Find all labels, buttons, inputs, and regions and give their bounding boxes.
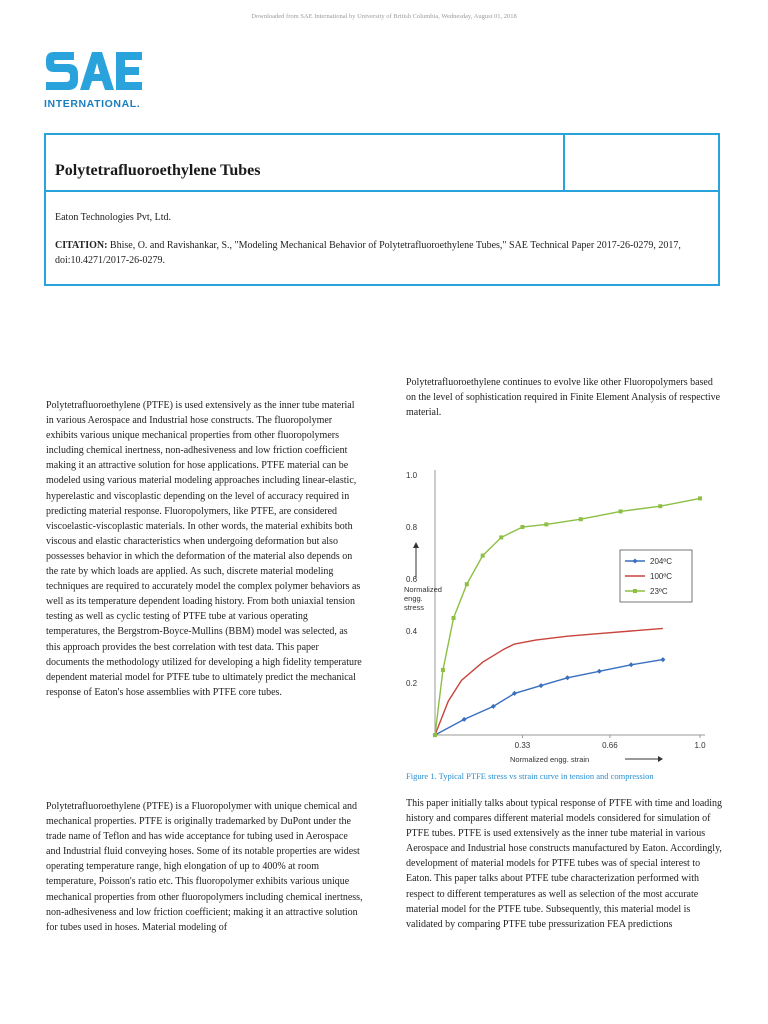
legend-marker-2 bbox=[633, 589, 637, 593]
series-line-2 bbox=[435, 498, 700, 735]
y-axis-arrowhead bbox=[413, 542, 419, 548]
y-tick-label: 0.2 bbox=[406, 679, 418, 688]
series-point-0 bbox=[629, 662, 634, 667]
download-note: Downloaded from SAE International by University of British Columbia, Wednesday, August 01, 2018 bbox=[251, 13, 517, 20]
paper-title: Polytetrafluoroethylene Tubes bbox=[55, 162, 261, 179]
series-point-2 bbox=[579, 517, 583, 521]
x-tick-label: 0.66 bbox=[602, 741, 618, 750]
y-tick-label: 0.6 bbox=[406, 575, 418, 584]
y-tick-label: 1.0 bbox=[406, 471, 418, 480]
sae-logo bbox=[44, 44, 144, 110]
x-tick-label: 0.33 bbox=[514, 741, 531, 750]
title-block bbox=[44, 133, 720, 286]
right-column-paragraph-2: This paper initially talks about typical response of PTFE with time and loading history and compares different material models considered for simulation of PTFE tubes. PTFE is used extensively as the inner tube material in various Aerospace and Industrial hose constructs manufactured by Eaton. Accordingly, development of material models for PTFE tubes was of special interest to Eaton. This paper talks about PTFE tube characterization performed with respect to different temperatures as well as selection of the most accurate material model for the PTFE tube. Subsequently, this material model is validated by comparing PTFE tube pressurization FEA predictions bbox=[406, 798, 723, 930]
x-axis-label: Normalized engg. strain bbox=[510, 755, 590, 764]
series-point-0 bbox=[660, 657, 665, 662]
legend-label-1: 100ºC bbox=[650, 572, 673, 581]
series-point-0 bbox=[597, 669, 602, 674]
legend-label-2: 23ºC bbox=[650, 587, 668, 596]
logo-subtitle: INTERNATIONAL. bbox=[44, 98, 141, 110]
figure-caption: Figure 1. Typical PTFE stress vs strain curve in tension and compression bbox=[406, 771, 654, 781]
citation-text: Bhise, O. and Ravishankar, S., "Modeling Mechanical Behavior of Polytetrafluoroethylene Tubes," SAE Technical Paper 2017-26-0279, 2017, doi:10.4271/2017-26-0279. bbox=[55, 240, 681, 266]
series-point-0 bbox=[462, 717, 467, 722]
series-line-1 bbox=[435, 628, 663, 735]
series-point-2 bbox=[452, 616, 456, 620]
title-divider-vertical bbox=[563, 135, 565, 190]
y-tick-label: 0.4 bbox=[406, 627, 418, 636]
author-affiliation: Eaton Technologies Pvt, Ltd. bbox=[55, 212, 172, 223]
sae-logo-mark bbox=[44, 44, 144, 96]
series-point-2 bbox=[465, 582, 469, 586]
citation-label: CITATION: bbox=[55, 240, 108, 251]
series-point-2 bbox=[544, 522, 548, 526]
series-point-2 bbox=[481, 554, 485, 558]
x-tick-label: 1.0 bbox=[694, 741, 706, 750]
citation bbox=[55, 238, 695, 268]
right-column-paragraph-1: Polytetrafluoroethylene continues to evolve like other Fluoropolymers based on the level of sophistication required in Finite Element Analysis of respective material. bbox=[406, 377, 721, 419]
series-point-2 bbox=[520, 525, 524, 529]
series-point-0 bbox=[565, 675, 570, 680]
figure-1-chart bbox=[400, 460, 730, 770]
introduction-paragraph: Polytetrafluoroethylene (PTFE) is a Fluoropolymer with unique chemical and mechanical properties. PTFE is originally trademarked by DuPont under the trade name of Teflon and has wide acceptance for tubing used in Aerospace and Industrial fluid conveying hoses. Some of its notable properties are widest operating temperature range, high elongation of up to 400% at room temperature, Poisson's ratio etc. This fluoropolymer exhibits various unique mechanical properties from other fluoropolymers including chemical inertness, non-adhesiveness and low friction coefficient; making it an attractive solution for tubes used in hoses. Material modeling of bbox=[46, 801, 363, 933]
y-tick-label: 0.8 bbox=[406, 523, 418, 532]
series-point-0 bbox=[539, 683, 544, 688]
series-point-2 bbox=[441, 668, 445, 672]
series-point-2 bbox=[658, 504, 662, 508]
series-point-2 bbox=[698, 496, 702, 500]
series-line-0 bbox=[435, 660, 663, 735]
abstract-paragraph: Polytetrafluoroethylene (PTFE) is used extensively as the inner tube material in various Aerospace and Industrial hose constructs. The fluoropolymer exhibits various unique mechanical properties from other fluoropolymers including chemical inertness, non-adhesiveness and low friction coefficient making it an attractive solution for hose applications. PTFE material can be modeled using various material modeling approaches including linear-elastic, hyperelastic and viscoplastic depending on the level of accuracy required in predicting material response. Fluoropolymers, like PTFE, are considered viscoelastic-viscoplastic materials. In other words, the material exhibits both viscous and elastic characteristics when undergoing deformation but also possesses behavior in which the deformation of the material also depends on the rate by which loads are applied. As such, discrete material modeling techniques are required to accurately model the complex polymer behaviors as well as its temperature dependent loading history. From both uniaxial tension testing as well as cyclic testing of PTFE tube at various operating temperatures, the Bergstrom-Boyce-Mullins (BBM) model was selected, as this approach provides the best correlation with test data. This paper documents the methodology utilized for developing a high fidelity temperature dependent material model for PTFE tube to ultimately predict the mechanical response of Eaton's hose assemblies with PTFE core tubes. bbox=[46, 400, 362, 698]
title-divider-horizontal bbox=[46, 190, 720, 192]
x-axis-arrowhead bbox=[658, 756, 663, 762]
y-axis-label: Normalized engg. stress bbox=[404, 585, 442, 612]
stress-strain-chart bbox=[400, 460, 730, 770]
series-point-2 bbox=[499, 535, 503, 539]
series-point-2 bbox=[433, 733, 437, 737]
legend-label-0: 204ºC bbox=[650, 557, 673, 566]
series-point-2 bbox=[619, 509, 623, 513]
